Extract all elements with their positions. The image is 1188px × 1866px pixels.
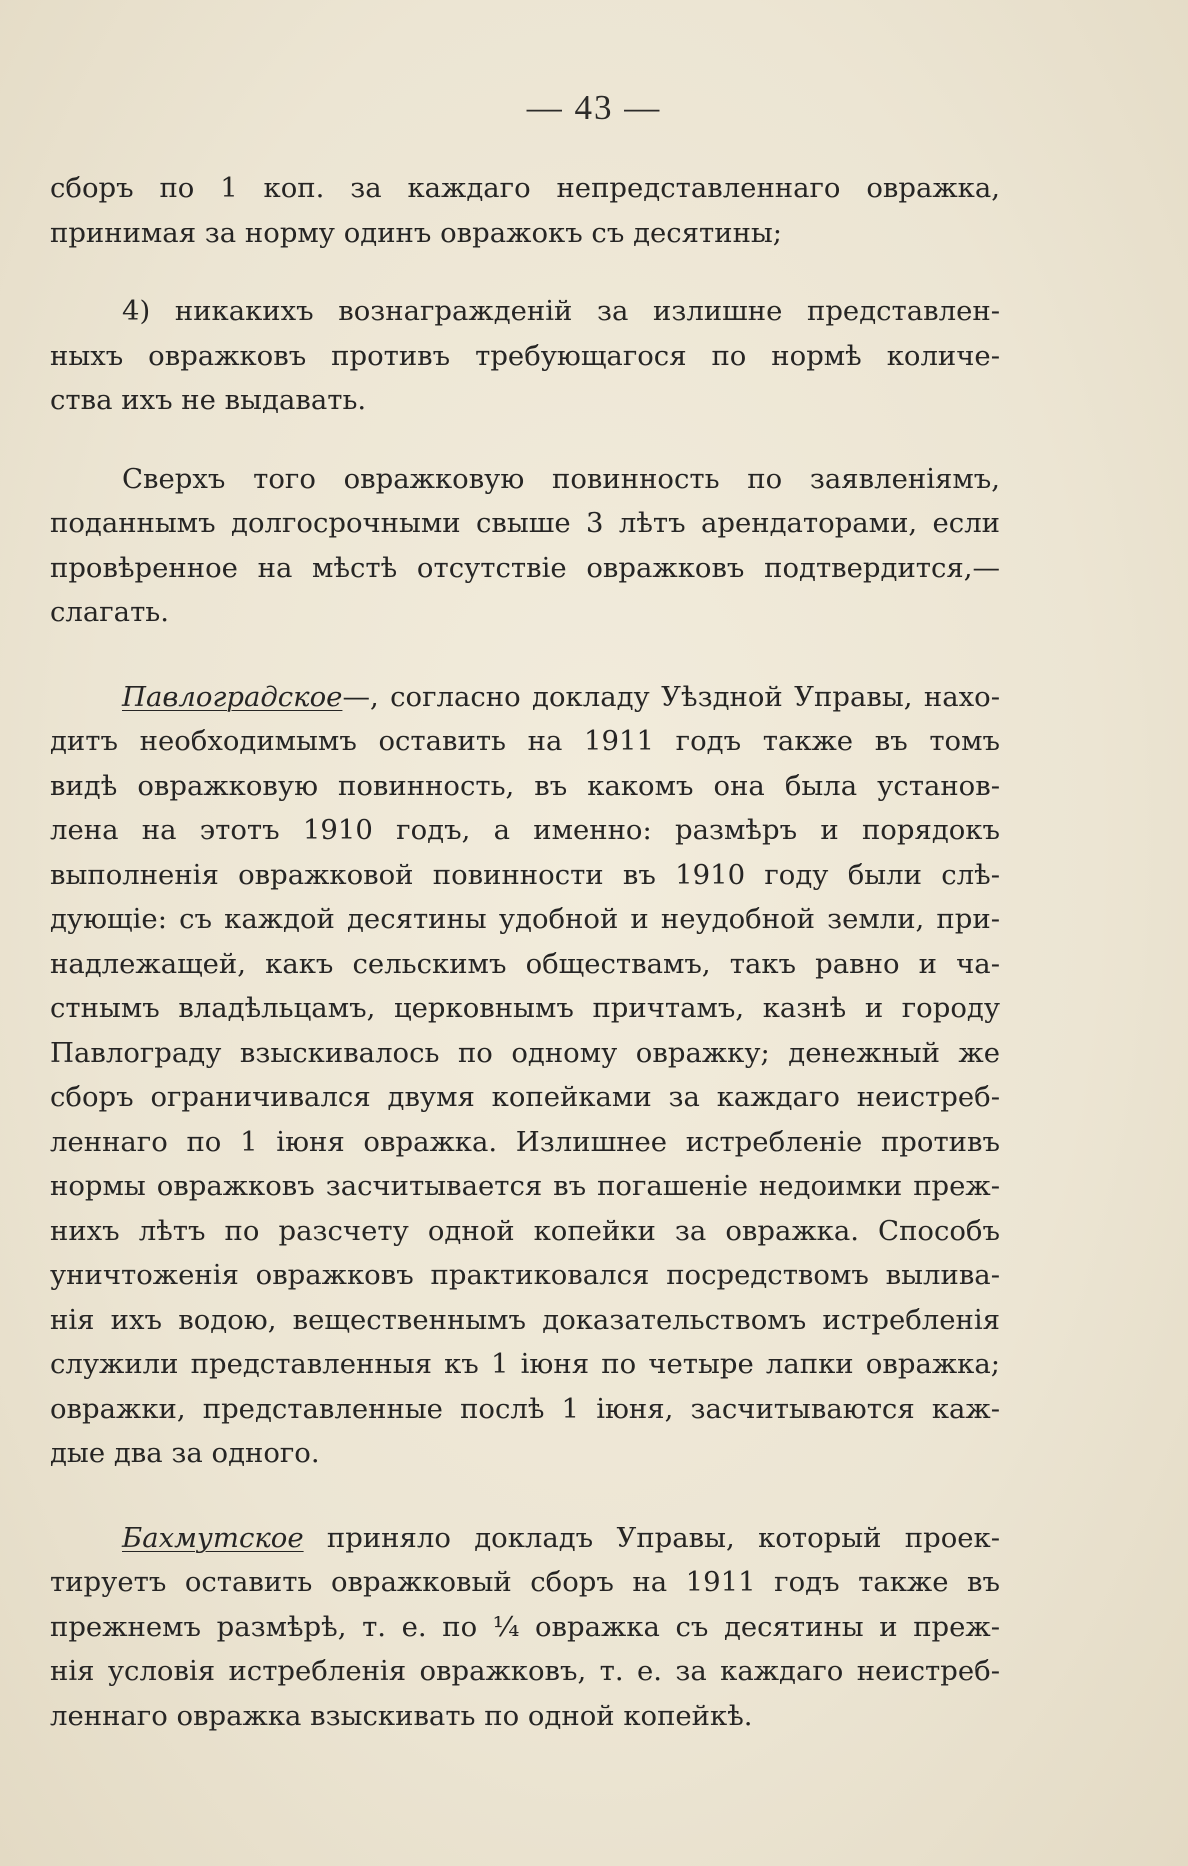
text-line: уничтоженія овражковъ практиковался посредствомъ вылива- [50,1259,1000,1291]
page-text [50,166,1000,1738]
text-line: слагать. [50,596,169,628]
line-continuation: приняло докладъ Управы, который проек- [303,1521,1000,1554]
text-line: служили представленныя къ 1 іюня по четыре лапки овражка; [50,1348,1000,1380]
text-line: Сверхъ того овражковую повинность по заявленіямъ, [122,462,1000,495]
text-line: нормы овражковъ засчитывается въ погашеніе недоимки преж- [50,1170,1000,1202]
text-line: леннаго по 1 іюня овражка. Излишнее истребленіе противъ [50,1125,1000,1158]
text-line: стнымъ владѣльцамъ, церковнымъ причтамъ, казнѣ и городу [50,992,1000,1024]
text-line: дующіе: съ каждой десятины удобной и неудобной земли, при- [50,903,1000,935]
text-line: Павлограду взыскивалось по одному овражку; денежный же [50,1036,1000,1069]
district-name-pavlograd: Павлоградское [122,680,343,713]
text-line: нихъ лѣтъ по разсчету одной копейки за овражка. Способъ [50,1214,1000,1247]
text-line: поданнымъ долгосрочными свыше 3 лѣтъ арендаторами, если [50,507,1000,539]
text-line: лена на этотъ 1910 годъ, а именно: размѣръ и порядокъ [50,814,1000,846]
paragraph-bakhmut [50,1516,1000,1739]
text-line: леннаго овражка взыскивать по одной копейкѣ. [50,1699,753,1732]
district-name-bakhmut: Бахмутское [122,1521,304,1554]
text-line [50,675,1000,720]
paragraph-2 [50,289,1000,423]
text-line: видѣ овражковую повинность, въ какомъ она была установ- [50,769,1000,802]
paragraph-1 [50,166,1000,255]
line-continuation: —, согласно докладу Уѣздной Управы, нахо- [342,680,1000,713]
text-line: овражки, представленные послѣ 1 іюня, засчитываются каж- [50,1392,1000,1425]
paragraph-3 [50,457,1000,635]
text-line: тируетъ оставить овражковый сборъ на 1911 годъ также въ [50,1566,1000,1598]
text-line: сборъ по 1 коп. за каждаго непредставленнаго овражка, [50,172,1000,204]
text-line: ства ихъ не выдавать. [50,384,367,416]
text-line: ныхъ овражковъ противъ требующагося по нормѣ количе- [50,339,1000,372]
text-line: провѣренное на мѣстѣ отсутствіе овражковъ подтвердится,— [50,551,1000,584]
text-line: дитъ необходимымъ оставить на 1911 годъ также въ томъ [50,725,1000,757]
text-line: принимая за норму одинъ овражокъ съ десятины; [50,216,783,249]
page-number: — 43 — [526,88,662,127]
text-line: нія ихъ водою, вещественнымъ доказательствомъ истребленія [50,1303,1000,1336]
text-line: прежнемъ размѣрѣ, т. е. по ¼ овражка съ десятины и преж- [50,1610,1000,1643]
text-line: нія условія истребленія овражковъ, т. е. за каждаго неистреб- [50,1655,1000,1687]
text-line: выполненія овражковой повинности въ 1910 году были слѣ- [50,858,1000,891]
text-line: сборъ ограничивался двумя копейками за каждаго неистреб- [50,1081,1000,1113]
paragraph-pavlograd [50,675,1000,1476]
text-line: надлежащей, какъ сельскимъ обществамъ, такъ равно и ча- [50,947,1000,980]
text-line [50,1516,1000,1561]
text-line: 4) никакихъ вознагражденій за излишне представлен- [122,295,1000,327]
text-line: дые два за одного. [50,1437,320,1469]
